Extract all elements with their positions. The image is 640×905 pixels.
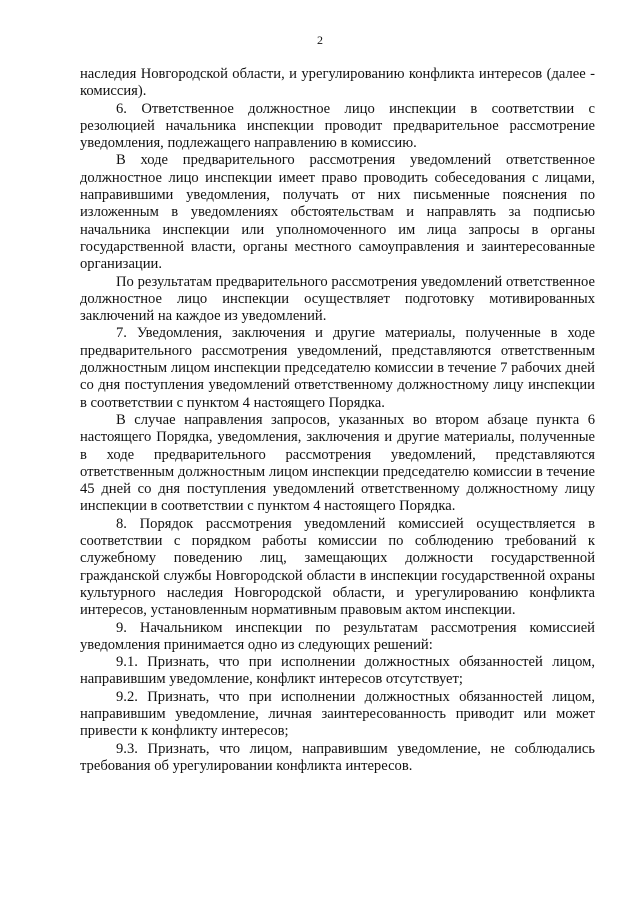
paragraph: В случае направления запросов, указанных во втором абзаце пункта 6 настоящего Порядка, уведомления, заключения и другие материалы, полученные в ходе предварительного рассмотрения уведомлений, представляются ответственным должностным лицом инспекции председателю комиссии в течение 45 дней со дня поступления уведомлений ответственному должностному лицу инспекции в соответствии с пунктом 4 настоящего Порядка. [80,411,595,515]
paragraph: 9. Начальником инспекции по результатам рассмотрения комиссией уведомления принимается одно из следующих решений: [80,619,595,653]
body-text [80,66,595,775]
paragraph: 8. Порядок рассмотрения уведомлений комиссией осуществляется в соответствии с порядком работы комиссии по соблюдению требований к служебному поведению лиц, замещающих должности государственной гражданской службы Новгородской области в инспекции государственной охраны культурного наследия Новгородской области, и урегулированию конфликта интересов, установленным нормативным правовым актом инспекции. [80,515,595,619]
paragraph: 6. Ответственное должностное лицо инспекции в соответствии с резолюцией начальника инспекции проводит предварительное рассмотрение уведомления, подлежащего направлению в комиссию. [80,100,595,152]
paragraph: 7. Уведомления, заключения и другие материалы, полученные в ходе предварительного рассмотрения уведомлений, представляются ответственным должностным лицом инспекции председателю комиссии в течение 7 рабочих дней со дня поступления уведомлений ответственному должностному лицу инспекции в соответствии с пунктом 4 настоящего Порядка. [80,325,595,411]
paragraph: 9.1. Признать, что при исполнении должностных обязанностей лицом, направившим уведомление, конфликт интересов отсутствует; [80,654,595,688]
paragraph: 9.2. Признать, что при исполнении должностных обязанностей лицом, направившим уведомление, личная заинтересованность приводит или может привести к конфликту интересов; [80,688,595,740]
paragraph: наследия Новгородской области, и урегулированию конфликта интересов (далее - комиссия). [80,66,595,100]
page-number: 2 [317,33,323,47]
paragraph: По результатам предварительного рассмотрения уведомлений ответственное должностное лицо инспекции осуществляет подготовку мотивированных заключений на каждое из уведомлений. [80,273,595,325]
paragraph: В ходе предварительного рассмотрения уведомлений ответственное должностное лицо инспекции имеет право проводить собеседования с лицами, направившими уведомления, получать от них письменные пояснения по изложенным в уведомлениях обстоятельствам и направлять за подписью начальника инспекции или уполномоченного им лица запросы в органы государственной власти, органы местного самоуправления и заинтересованные организации. [80,152,595,273]
paragraph: 9.3. Признать, что лицом, направившим уведомление, не соблюдались требования об урегулировании конфликта интересов. [80,740,595,774]
